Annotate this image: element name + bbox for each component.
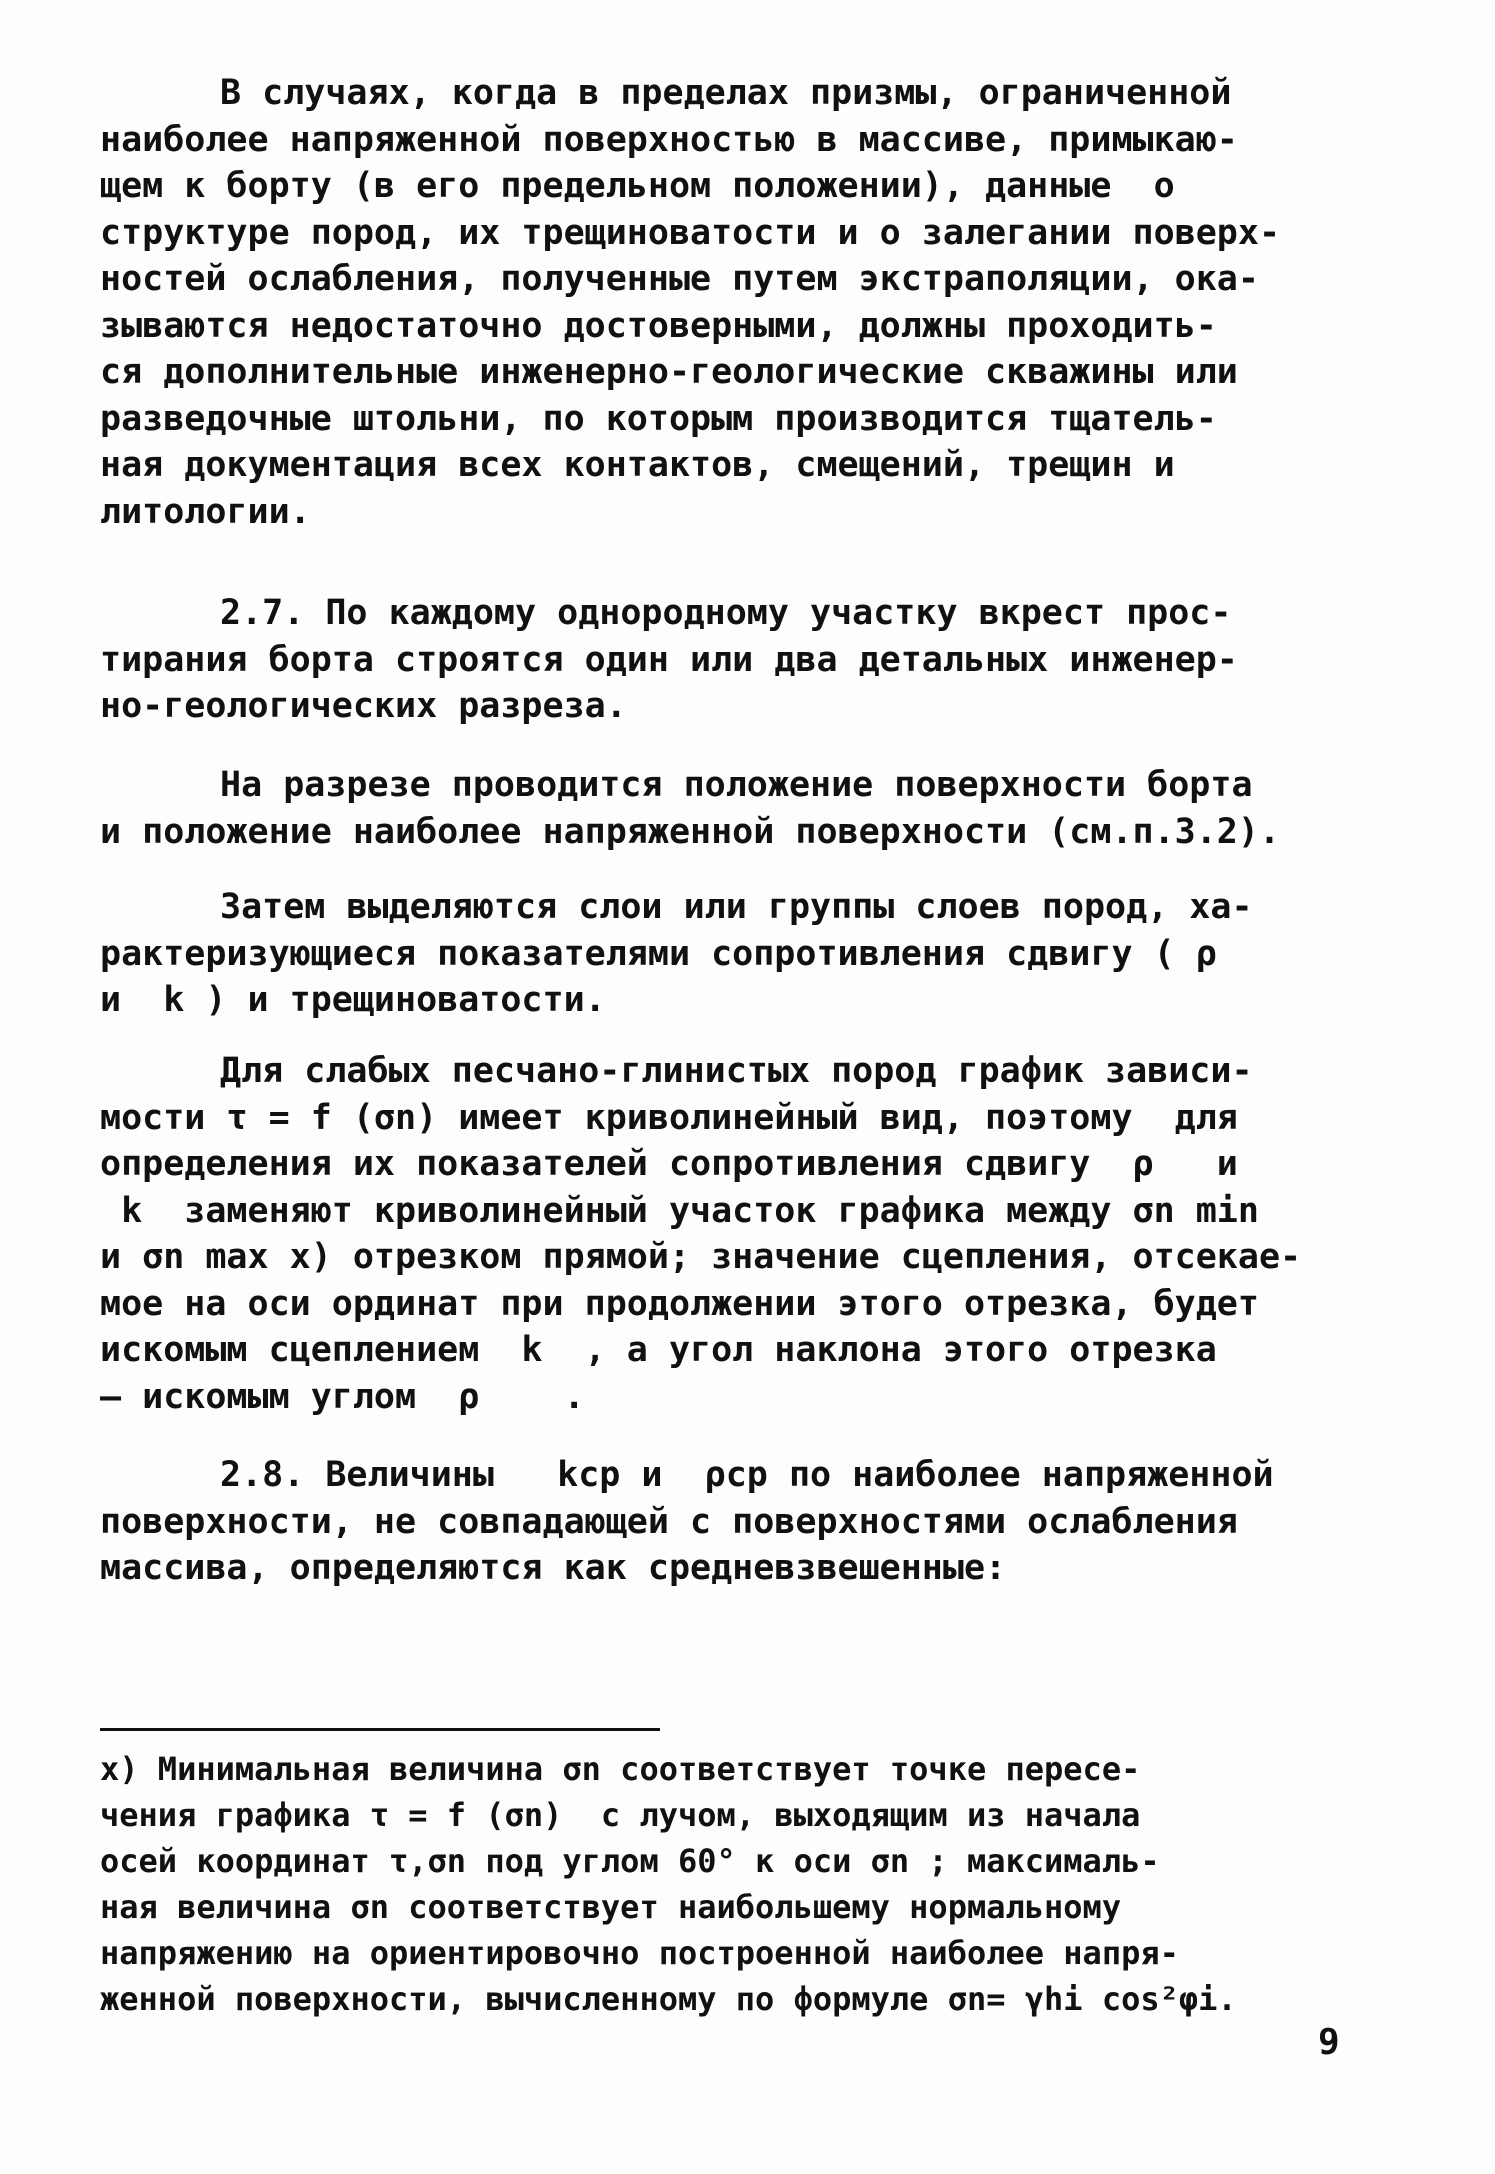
footnote-divider (100, 1728, 660, 1731)
text-line: щем к борту (в его предельном положении), данные о (100, 166, 1175, 206)
text-line: ностей ослабления, полученные путем экстраполяции, ока- (100, 259, 1259, 299)
text-line: 2.7. По каждому однородному участку вкрест прос- (220, 593, 1232, 633)
text-line: В случаях, когда в пределах призмы, ограниченной (220, 73, 1232, 113)
text-line: структуре пород, их трещиноватости и о залегании поверх- (100, 212, 1281, 253)
text-line: Для слабых песчано-глинистых пород график зависи- (220, 1051, 1253, 1091)
text-line: и положение наиболее напряженной поверхности (см.п.3.2). (100, 811, 1281, 852)
text-line: ная документация всех контактов, смещений, трещин и (100, 445, 1175, 485)
text-line: ся дополнительные инженерно-геологические скважины или (100, 352, 1238, 392)
footnote-line: осей координат τ,σn под углом 60° к оси σn ; максималь- (100, 1842, 1160, 1880)
text-line: рактеризующиеся показателями сопротивления сдвигу ( ρ (100, 933, 1217, 974)
text-line: но-геологических разреза. (100, 686, 627, 726)
text-line: тирания борта строятся один или два детальных инженер- (100, 639, 1238, 680)
text-line: зываются недостаточно достоверными, должны проходить- (100, 305, 1217, 346)
text-line: разведочные штольни, по которым производится тщатель- (100, 398, 1217, 439)
footnote (100, 1746, 1430, 2022)
footnote-line: напряжению на ориентировочно построенной наиболее напря- (100, 1934, 1179, 1972)
text-line: k заменяют криволинейный участок графика между σn min (100, 1190, 1259, 1231)
paragraph-2-8 (100, 1452, 1400, 1592)
footnote-line: ная величина σn соответствует наибольшему нормальному (100, 1888, 1122, 1926)
page-number: 9 (1318, 2022, 1340, 2063)
footnote-line: женной поверхности, вычисленному по формуле σn= γhi cos²φi. (100, 1980, 1237, 2018)
footnote-line: чения графика τ = f (σn) с лучом, выходящим из начала (100, 1796, 1141, 1834)
text-line: На разрезе проводится положение поверхности борта (220, 765, 1253, 805)
text-line: поверхности, не совпадающей с поверхностями ослабления (100, 1501, 1238, 1542)
text-line: наиболее напряженной поверхностью в массиве, примыкаю- (100, 119, 1238, 160)
paragraph-2-7 (100, 590, 1400, 730)
text-line: массива, определяются как средневзвешенные: (100, 1548, 1007, 1588)
paragraph-1 (100, 70, 1400, 535)
text-line: – искомым углом ρ . (100, 1376, 585, 1417)
paragraph-5 (100, 1048, 1400, 1420)
text-line: и k ) и трещиноватости. (100, 980, 606, 1020)
text-line: Затем выделяются слои или группы слоев пород, ха- (220, 887, 1253, 927)
text-line: мости τ = f (σn) имеет криволинейный вид, поэтому для (100, 1097, 1238, 1138)
footnote-line: x) Минимальная величина σn соответствует точке пересе- (100, 1750, 1141, 1788)
text-line: определения их показателей сопротивления сдвигу ρ и (100, 1144, 1238, 1184)
text-line: 2.8. Величины kср и ρср по наиболее напряженной (220, 1455, 1274, 1495)
paragraph-4 (100, 884, 1400, 1024)
text-line: искомым сцеплением k , а угол наклона этого отрезка (100, 1330, 1217, 1370)
text-line: литологии. (100, 491, 311, 532)
text-line: мое на оси ординат при продолжении этого отрезка, будет (100, 1283, 1259, 1324)
text-line: и σn max x) отрезком прямой; значение сцепления, отсекае- (100, 1237, 1302, 1277)
paragraph-3 (100, 762, 1400, 855)
